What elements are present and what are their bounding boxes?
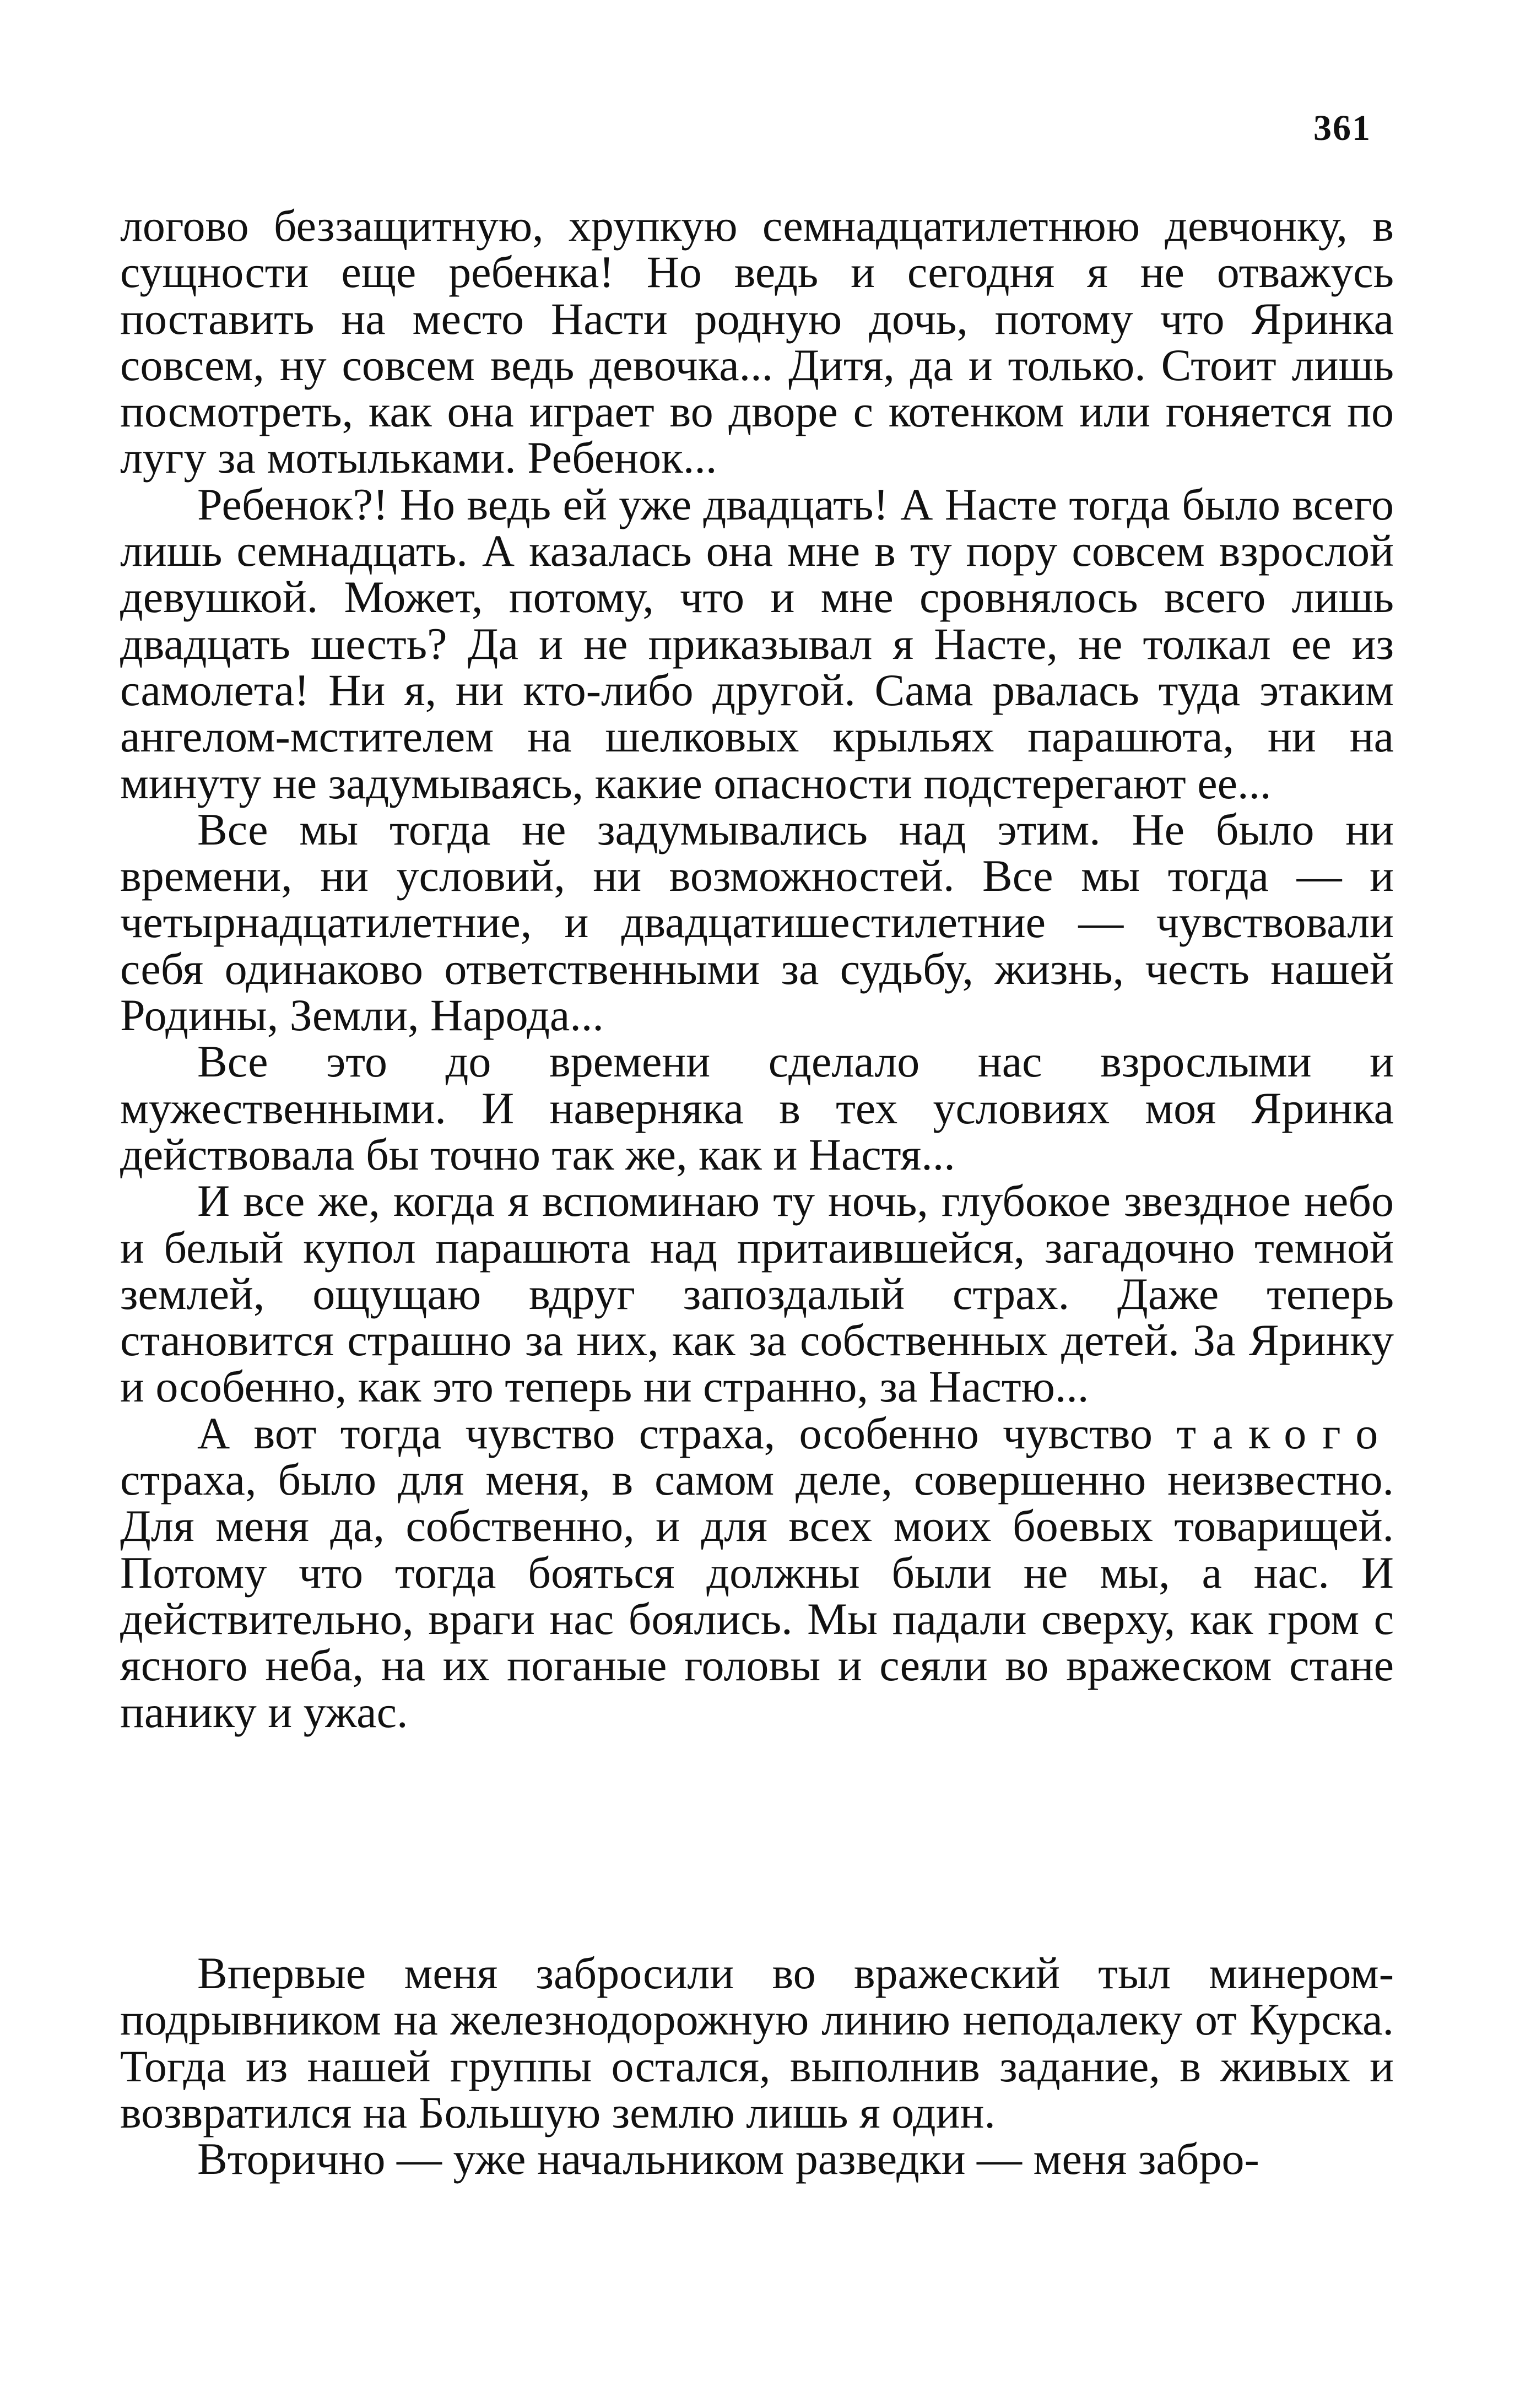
paragraph: Все это до времени сделало нас взрослыми и мужественными. И наверняка в тех условиях моя Яринка действовала бы точно так же, как и Настя...: [120, 1036, 1394, 1179]
paragraph: Вторично — уже начальником разведки — меня забро-: [197, 2134, 1259, 2184]
paragraph: Все мы тогда не задумывались над этим. Не было ни времени, ни условий, ни возможностей. Все мы тогда — и четырнадцатилетние, и двадцатишестилетние — чувствовали себя одинаково ответственными за судьбу, жизнь, честь нашей Родины, Земли, Народа...: [120, 804, 1394, 1041]
emphasis-text: такого: [1176, 1408, 1394, 1458]
paragraph: [120, 1410, 1394, 1735]
paragraph-text: А вот тогда чувство страха, особенно чувство: [197, 1408, 1177, 1458]
paragraph: Впервые меня забросили во вражеский тыл минером-подрывником на железнодорожную линию неподалеку от Курска. Тогда из нашей группы остался, выполнив задание, в живых и возвратился на Большую землю лишь я один.: [120, 1948, 1394, 2138]
page-number: 361: [1313, 108, 1371, 148]
text-section-2: [120, 1950, 1394, 2182]
paragraph: Ребенок?! Но ведь ей уже двадцать! А Насте тогда было всего лишь семнадцать. А казалась она мне в ту пору совсем взрослой девушкой. Может, потому, что и мне сровнялось всего лишь двадцать шесть? Да и не приказывал я Насте, не толкал ее из самолета! Ни я, ни кто-либо другой. Сама рвалась туда этаким ангелом-мстителем на шелковых крыльях парашюта, ни на минуту не задумываясь, какие опасности подстерегают ее...: [120, 479, 1394, 808]
paragraph: логово беззащитную, хрупкую семнадцатилетнюю девчонку, в сущности еще ребенка! Но ведь и сегодня я не отважусь поставить на место Насти родную дочь, потому что Яринка совсем, ну совсем ведь девочка... Дитя, да и только. Стоит лишь посмотреть, как она играет во дворе с котенком или гоняется по лугу за мотыльками. Ребенок...: [120, 201, 1394, 483]
paragraph: И все же, когда я вспоминаю ту ночь, глубокое звездное небо и белый купол парашюта над притаившейся, загадочно темной землей, ощущаю вдруг запоздалый страх. Даже теперь становится страшно за них, как за собственных детей. За Яринку и особенно, как это теперь ни странно, за Настю...: [120, 1176, 1394, 1412]
paragraph-text: страха, было для меня, в самом деле, совершенно неизвестно. Для меня да, собственно, и для всех моих боевых товарищей. Потому что тогда бояться должны были не мы, а нас. И действительно, враги нас боялись. Мы падали сверху, как гром с ясного неба, на их поганые головы и сеяли во вражеском стане панику и ужас.: [120, 1454, 1394, 1737]
text-section-1: [120, 203, 1394, 1735]
